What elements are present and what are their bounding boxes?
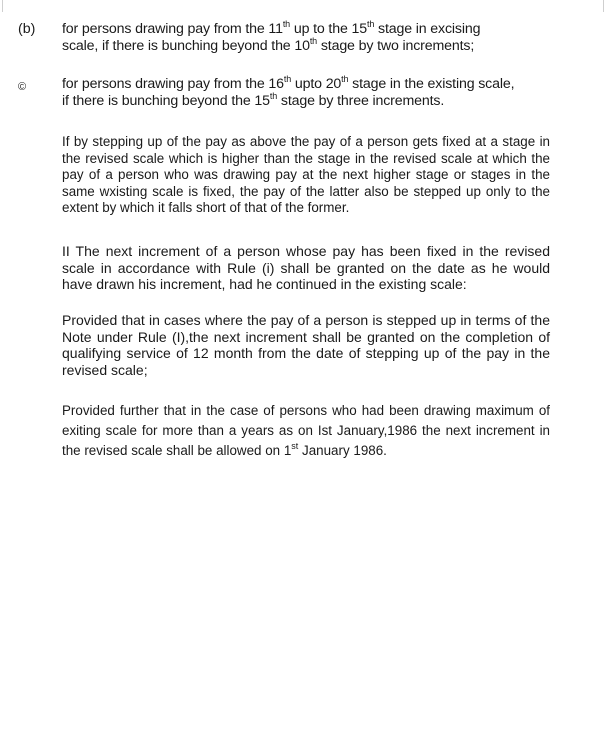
next-increment-paragraph: II The next increment of a person whose pay has been fixed in the revised scale in accordance with Rule (i) shall be granted on the date as he would have drawn his increment, had he continued in the existing scale: <box>62 243 550 293</box>
clause-c-line-1: for persons drawing pay from the 16th upto 20th stage in the existing scale, <box>62 74 515 92</box>
second-proviso-paragraph: Provided further that in the case of persons who had been drawing maximum of exiting scale for more than a years as on Ist January,1986 the next increment in the revised scale shall be allowed on 1st January 1986. <box>62 403 550 458</box>
stepping-up-paragraph: If by stepping up of the pay as above the pay of a person gets fixed at a stage in the revised scale which is higher than the stage in the revised scale at which the pay of a person who was drawing pay at the next higher stage or stages in the same wxisting scale is fixed, the pay of the latter also be stepped up only to the extent by which it falls short of that of the former. <box>62 134 550 216</box>
clause-c-line-2: if there is bunching beyond the 15th stage by three increments. <box>62 91 445 109</box>
first-proviso-paragraph: Provided that in cases where the pay of a person is stepped up in terms of the Note under Rule (I),the next increment shall be granted on the completion of qualifying service of 12 month from the date of stepping up of the pay in the revised scale; <box>62 312 550 378</box>
clause-c-label: © <box>18 81 27 93</box>
clause-b-line-2: scale, if there is bunching beyond the 10th stage by two increments; <box>62 36 475 54</box>
clause-b-label: (b) <box>18 21 36 37</box>
clause-b-line-1: for persons drawing pay from the 11th up to the 15th stage in excising <box>62 19 481 37</box>
page-edge-right <box>603 0 604 12</box>
clause-c-text <box>62 76 550 110</box>
page-edge-left <box>2 0 3 12</box>
clause-b-text <box>62 21 550 55</box>
